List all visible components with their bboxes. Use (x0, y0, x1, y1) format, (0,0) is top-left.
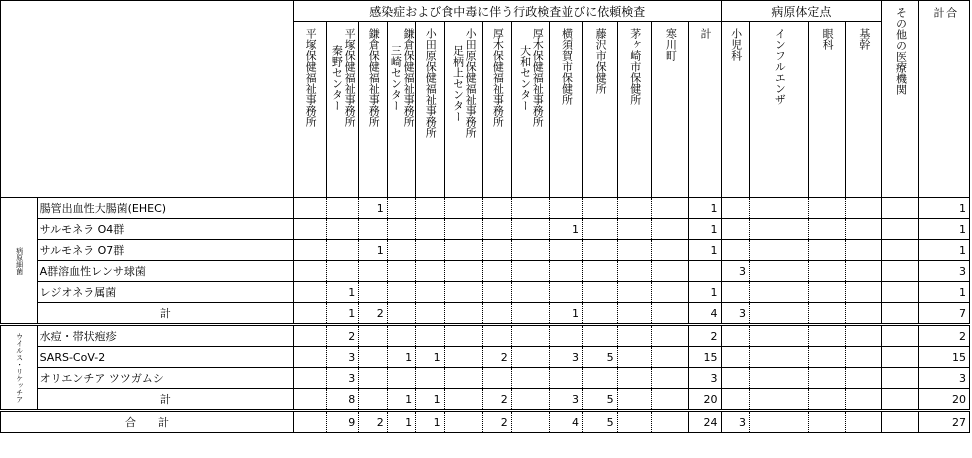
value-cell: 20 (918, 389, 969, 411)
col-header-c8 (511, 22, 550, 198)
value-cell (617, 261, 652, 282)
col-header-line: 計 (699, 28, 712, 39)
value-cell (294, 240, 327, 261)
value-cell (845, 198, 882, 219)
value-cell (511, 347, 550, 368)
value-cell (845, 325, 882, 347)
value-cell (326, 261, 359, 282)
value-cell (511, 389, 550, 411)
value-cell (416, 368, 444, 389)
value-cell (617, 368, 652, 389)
value-cell (583, 219, 618, 240)
col-header-line: 足柄上センター (451, 44, 465, 122)
col-header-c5 (416, 22, 444, 198)
value-cell (294, 282, 327, 303)
value-cell (483, 303, 511, 325)
value-cell (294, 368, 327, 389)
value-cell (750, 198, 809, 219)
value-cell (444, 282, 483, 303)
value-cell (750, 282, 809, 303)
value-cell: 2 (359, 411, 387, 433)
value-cell (845, 240, 882, 261)
value-cell: 2 (483, 347, 511, 368)
value-cell (550, 240, 583, 261)
value-cell: 2 (688, 325, 721, 347)
value-cell: 1 (918, 198, 969, 219)
value-cell: 1 (688, 240, 721, 261)
value-cell (294, 411, 327, 433)
table-row (1, 261, 970, 282)
value-cell: 2 (918, 325, 969, 347)
category-cell (1, 198, 38, 325)
group-sentinel-header: 病原体定点 (721, 1, 882, 22)
table-row (1, 198, 970, 219)
value-cell: 1 (387, 389, 415, 411)
value-cell (750, 303, 809, 325)
value-cell (511, 325, 550, 347)
value-cell (511, 261, 550, 282)
value-cell (750, 347, 809, 368)
value-cell (416, 303, 444, 325)
value-cell (845, 347, 882, 368)
value-cell (359, 389, 387, 411)
value-cell (750, 240, 809, 261)
col-header-line: 横須賀市保健所 (560, 28, 574, 105)
value-cell (652, 219, 689, 240)
value-cell (809, 198, 846, 219)
value-cell: 3 (918, 261, 969, 282)
value-cell (809, 282, 846, 303)
value-cell: 24 (688, 411, 721, 433)
value-cell (617, 347, 652, 368)
value-cell (444, 411, 483, 433)
value-cell: 3 (721, 303, 749, 325)
value-cell: 1 (387, 347, 415, 368)
value-cell (882, 240, 919, 261)
value-cell: 3 (326, 368, 359, 389)
col-header-c19 (918, 1, 969, 198)
value-cell (483, 261, 511, 282)
table-row (1, 282, 970, 303)
table-row (1, 325, 970, 347)
value-cell (750, 368, 809, 389)
value-cell (583, 198, 618, 219)
col-header-line: 秦野センター (330, 44, 344, 111)
value-cell: 1 (550, 303, 583, 325)
value-cell (444, 240, 483, 261)
col-header-c13 (688, 22, 721, 198)
table-row (1, 347, 970, 368)
value-cell (617, 303, 652, 325)
value-cell (444, 389, 483, 411)
value-cell (882, 389, 919, 411)
value-cell (809, 389, 846, 411)
value-cell: 2 (326, 325, 359, 347)
value-cell (444, 303, 483, 325)
value-cell: 3 (688, 368, 721, 389)
col-header-line: 鎌倉保健福祉事務所 (367, 28, 381, 127)
value-cell: 1 (326, 282, 359, 303)
value-cell (550, 282, 583, 303)
value-cell: 3 (918, 368, 969, 389)
subtotal-row (1, 303, 970, 325)
value-cell (721, 282, 749, 303)
value-cell (359, 282, 387, 303)
value-cell (511, 219, 550, 240)
value-cell (845, 389, 882, 411)
value-cell (882, 261, 919, 282)
col-header-c12 (652, 22, 689, 198)
value-cell: 3 (721, 261, 749, 282)
value-cell: 1 (359, 240, 387, 261)
value-cell (721, 198, 749, 219)
value-cell (294, 198, 327, 219)
value-cell (583, 325, 618, 347)
value-cell (809, 240, 846, 261)
value-cell (483, 240, 511, 261)
col-header-line: 基幹 (857, 28, 871, 50)
value-cell (882, 347, 919, 368)
value-cell (652, 198, 689, 219)
value-cell (416, 325, 444, 347)
value-cell: 7 (918, 303, 969, 325)
row-label: 水痘・帯状疱疹 (37, 325, 293, 347)
col-header-line: 三崎センター (389, 44, 403, 111)
value-cell (416, 219, 444, 240)
value-cell (652, 240, 689, 261)
col-header-c14 (721, 22, 749, 198)
value-cell (294, 219, 327, 240)
value-cell (483, 219, 511, 240)
col-header-line: 計 (931, 7, 945, 18)
category-cell (1, 325, 38, 411)
corner-cell (1, 1, 294, 198)
value-cell: 15 (688, 347, 721, 368)
value-cell (416, 198, 444, 219)
value-cell (652, 282, 689, 303)
col-header-c1 (294, 22, 327, 198)
value-cell: 5 (583, 411, 618, 433)
value-cell (617, 219, 652, 240)
value-cell (882, 411, 919, 433)
value-cell (444, 325, 483, 347)
value-cell (845, 261, 882, 282)
value-cell: 1 (416, 389, 444, 411)
value-cell (809, 325, 846, 347)
value-cell (809, 411, 846, 433)
value-cell (882, 303, 919, 325)
value-cell (882, 368, 919, 389)
col-header-c10 (583, 22, 618, 198)
value-cell: 1 (359, 198, 387, 219)
value-cell (845, 303, 882, 325)
value-cell: 2 (483, 411, 511, 433)
value-cell (359, 368, 387, 389)
table-row (1, 240, 970, 261)
value-cell (550, 368, 583, 389)
col-header-c15 (750, 22, 809, 198)
col-header-line: 寒川町 (664, 28, 678, 61)
value-cell: 1 (918, 219, 969, 240)
col-header-c16 (809, 22, 846, 198)
value-cell (444, 261, 483, 282)
value-cell: 4 (550, 411, 583, 433)
value-cell (416, 282, 444, 303)
value-cell (809, 261, 846, 282)
value-cell (444, 347, 483, 368)
value-cell (387, 219, 415, 240)
value-cell: 27 (918, 411, 969, 433)
row-label: レジオネラ属菌 (37, 282, 293, 303)
col-header-line: 平塚保健福祉事務所 (304, 28, 318, 127)
table-row (1, 368, 970, 389)
value-cell (750, 261, 809, 282)
value-cell (326, 219, 359, 240)
value-cell (483, 198, 511, 219)
col-header-line: インフルエンザ (773, 28, 787, 105)
col-header-line: 平塚保健福祉事務所 (343, 28, 357, 127)
value-cell (721, 368, 749, 389)
col-header-c3 (359, 22, 387, 198)
col-header-line: その他の医療機関 (894, 7, 908, 95)
value-cell (387, 198, 415, 219)
value-cell: 3 (721, 411, 749, 433)
col-header-line: 眼科 (821, 28, 835, 50)
value-cell (809, 303, 846, 325)
value-cell (359, 325, 387, 347)
value-cell (882, 325, 919, 347)
value-cell: 1 (688, 282, 721, 303)
value-cell (483, 368, 511, 389)
value-cell (721, 240, 749, 261)
value-cell (652, 411, 689, 433)
value-cell (721, 219, 749, 240)
value-cell (652, 325, 689, 347)
value-cell (882, 198, 919, 219)
col-header-line: 小田原保健福祉事務所 (464, 28, 478, 138)
group-admin-header: 感染症および食中毒に伴う行政検査並びに依頼検査 (294, 1, 721, 22)
col-header-c17 (845, 22, 882, 198)
value-cell (326, 240, 359, 261)
value-cell (750, 411, 809, 433)
col-header-line: 小田原保健福祉事務所 (424, 28, 438, 138)
value-cell: 3 (326, 347, 359, 368)
row-label: SARS-CoV-2 (37, 347, 293, 368)
value-cell (882, 219, 919, 240)
value-cell (583, 368, 618, 389)
value-cell (416, 240, 444, 261)
value-cell (511, 303, 550, 325)
value-cell (359, 219, 387, 240)
value-cell: 1 (387, 411, 415, 433)
col-header-c9 (550, 22, 583, 198)
value-cell (652, 368, 689, 389)
value-cell (511, 411, 550, 433)
value-cell: 1 (416, 347, 444, 368)
value-cell: 1 (326, 303, 359, 325)
value-cell (617, 198, 652, 219)
col-header-c2 (326, 22, 359, 198)
value-cell: 8 (326, 389, 359, 411)
value-cell (294, 347, 327, 368)
value-cell (387, 368, 415, 389)
value-cell: 3 (550, 347, 583, 368)
value-cell (294, 261, 327, 282)
subtotal-label: 計 (37, 303, 293, 325)
value-cell (583, 303, 618, 325)
value-cell (721, 347, 749, 368)
value-cell (294, 325, 327, 347)
value-cell (617, 411, 652, 433)
value-cell (550, 325, 583, 347)
value-cell (387, 240, 415, 261)
value-cell: 5 (583, 389, 618, 411)
value-cell (416, 261, 444, 282)
value-cell: 1 (416, 411, 444, 433)
value-cell: 3 (550, 389, 583, 411)
col-header-c11 (617, 22, 652, 198)
value-cell (845, 282, 882, 303)
col-header-line: 鎌倉保健福祉事務所 (402, 28, 416, 127)
col-header-line: 厚木保健福祉事務所 (531, 28, 545, 127)
value-cell (688, 261, 721, 282)
value-cell (845, 219, 882, 240)
col-header-line: 合 (944, 7, 958, 18)
row-label: A群溶血性レンサ球菌 (37, 261, 293, 282)
value-cell (444, 368, 483, 389)
value-cell: 15 (918, 347, 969, 368)
value-cell: 1 (688, 198, 721, 219)
value-cell (617, 325, 652, 347)
value-cell (750, 389, 809, 411)
value-cell (326, 198, 359, 219)
col-header-c7 (483, 22, 511, 198)
table-body (1, 198, 970, 433)
value-cell (583, 282, 618, 303)
value-cell: 1 (550, 219, 583, 240)
value-cell: 2 (483, 389, 511, 411)
value-cell (583, 240, 618, 261)
row-label: 腸管出血性大腸菌(EHEC) (37, 198, 293, 219)
grand-total-label: 合 計 (1, 411, 294, 433)
value-cell: 20 (688, 389, 721, 411)
value-cell: 1 (918, 282, 969, 303)
col-header-line: 大和センター (518, 44, 532, 111)
value-cell (511, 282, 550, 303)
value-cell (845, 368, 882, 389)
value-cell (882, 282, 919, 303)
value-cell (511, 198, 550, 219)
row-label: オリエンチア ツツガムシ (37, 368, 293, 389)
value-cell (750, 219, 809, 240)
value-cell (652, 347, 689, 368)
category-label: ウイルス・リケッチア (15, 332, 24, 403)
value-cell (444, 198, 483, 219)
col-header-c4 (387, 22, 415, 198)
value-cell (511, 240, 550, 261)
value-cell (617, 282, 652, 303)
col-header-line: 藤沢市保健所 (594, 28, 608, 94)
grand-total-row (1, 411, 970, 433)
value-cell (652, 389, 689, 411)
value-cell (359, 347, 387, 368)
value-cell (483, 325, 511, 347)
col-header-line: 小児科 (729, 28, 743, 61)
value-cell (511, 368, 550, 389)
value-cell (617, 240, 652, 261)
value-cell (294, 389, 327, 411)
value-cell (550, 198, 583, 219)
value-cell: 1 (918, 240, 969, 261)
row-label: サルモネラ O4群 (37, 219, 293, 240)
value-cell (387, 303, 415, 325)
value-cell (809, 347, 846, 368)
value-cell (387, 282, 415, 303)
value-cell (809, 368, 846, 389)
value-cell (550, 261, 583, 282)
value-cell (652, 303, 689, 325)
value-cell (652, 261, 689, 282)
col-header-c18 (882, 1, 919, 198)
value-cell (583, 261, 618, 282)
value-cell (444, 219, 483, 240)
value-cell: 1 (688, 219, 721, 240)
value-cell (387, 325, 415, 347)
table-row (1, 219, 970, 240)
row-label: サルモネラ O7群 (37, 240, 293, 261)
value-cell: 9 (326, 411, 359, 433)
col-header-c6 (444, 22, 483, 198)
value-cell (483, 282, 511, 303)
value-cell: 2 (359, 303, 387, 325)
value-cell (809, 219, 846, 240)
value-cell (294, 303, 327, 325)
value-cell (721, 389, 749, 411)
value-cell (387, 261, 415, 282)
value-cell: 5 (583, 347, 618, 368)
col-header-line: 厚木保健福祉事務所 (491, 28, 505, 127)
value-cell (845, 411, 882, 433)
value-cell: 4 (688, 303, 721, 325)
value-cell (750, 325, 809, 347)
col-header-line: 茅ヶ崎市保健所 (628, 28, 642, 105)
subtotal-row (1, 389, 970, 411)
value-cell (721, 325, 749, 347)
category-label: 病原細菌 (15, 246, 24, 275)
subtotal-label: 計 (37, 389, 293, 411)
value-cell (359, 261, 387, 282)
value-cell (617, 389, 652, 411)
